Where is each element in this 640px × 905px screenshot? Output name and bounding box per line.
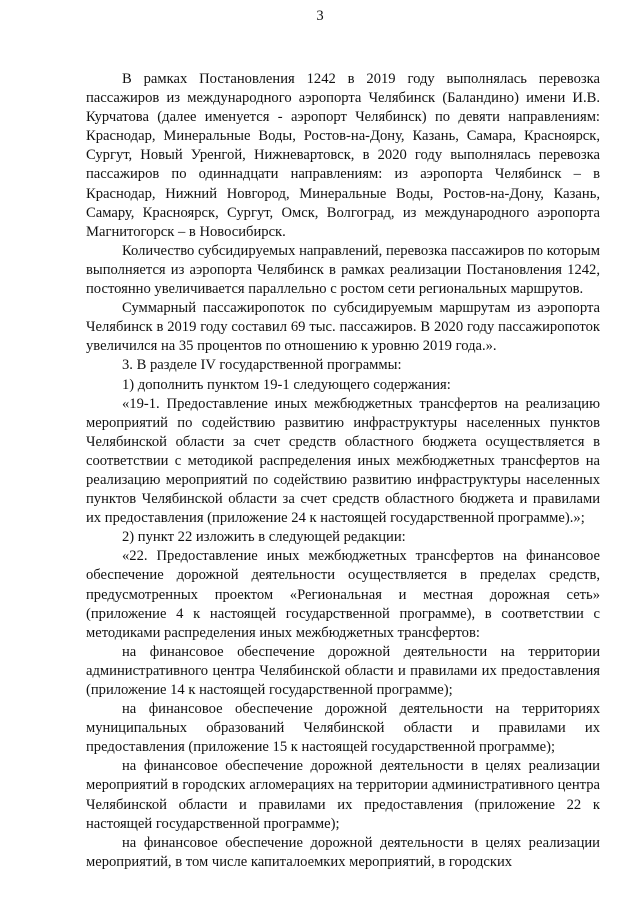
paragraph-item-1: 1) дополнить пунктом 19-1 следующего содержания:: [122, 376, 451, 393]
paragraph-methodology-appendix-15: на финансовое обеспечение дорожной деятельности на территориях муниципальных образований Челябинской области и правилами их предоставления (приложение 15 к настоящей государственной программе);: [86, 701, 600, 756]
paragraph-passenger-traffic: Суммарный пассажиропоток по субсидируемым маршрутам из аэропорта Челябинск в 2019 году составил 69 тыс. пассажиров. В 2020 году пассажиропоток увеличился на 35 процентов по отношению к уровню 2019 года.».: [86, 300, 600, 355]
paragraph-intro-flights: В рамках Постановления 1242 в 2019 году выполнялась перевозка пассажиров из международного аэропорта Челябинск (Баландино) имени И.В. Курчатова (далее именуется - аэропорт Челябинск) по девяти направлениям: Краснодар, Минеральные Воды, Ростов-на-Дону, Казань, Самара, Красноярск, Сургут, Новый Уренгой, Нижневартовск, в 2020 году выполнялась перевозка пассажиров по одиннадцати направлениям: из аэропорта Челябинск – в Краснодар, Нижний Новгород, Минеральные Воды, Ростов-на-Дону, Казань, Самару, Красноярск, Сургут, Омск, Волгоград, из международного аэропорта Магнитогорск – в Новосибирск.: [86, 71, 600, 240]
paragraph-point-19-1: «19-1. Предоставление иных межбюджетных трансфертов на реализацию мероприятий по содействию развитию инфраструктуры населенных пунктов Челябинской области за счет средств областного бюджета осуществляется в соответствии с методикой распределения иных межбюджетных трансфертов на реализацию мероприятий по содействию развитию инфраструктуры населенных пунктов Челябинской области за счет средств областного бюджета и правилами их предоставления (приложение 24 к настоящей государственной программе).»;: [86, 395, 600, 527]
paragraph-methodology-appendix-14: на финансовое обеспечение дорожной деятельности на территории административного центра Челябинской области и правилами их предоставления (приложение 14 к настоящей государственной программе);: [86, 643, 600, 698]
paragraph-point-22: «22. Предоставление иных межбюджетных трансфертов на финансовое обеспечение дорожной деятельности осуществляется в пределах средств, предусмотренных проектом «Региональная и местная дорожная сеть» (приложение 4 к настоящей государственной программе), в соответствии с методиками распределения иных межбюджетных трансфертов:: [86, 548, 600, 641]
paragraph-methodology-continued: на финансовое обеспечение дорожной деятельности в целях реализации мероприятий, в том числе капиталоемких мероприятий, в городских: [86, 834, 600, 870]
paragraph-subsidized-routes: Количество субсидируемых направлений, перевозка пассажиров по которым выполняется из аэропорта Челябинск в рамках реализации Постановления 1242, постоянно увеличивается параллельно с ростом сети региональных маршрутов.: [86, 242, 600, 298]
paragraph-methodology-appendix-22: на финансовое обеспечение дорожной деятельности в целях реализации мероприятий в городских агломерациях на территории административного центра Челябинской области и правилами их предоставления (приложение 22 к настоящей государственной программе);: [86, 758, 600, 832]
paragraph-section-iv: 3. В разделе IV государственной программы:: [122, 357, 402, 374]
paragraph-item-2: 2) пункт 22 изложить в следующей редакции:: [122, 529, 406, 546]
page-number: 3: [316, 8, 324, 24]
body-text: [86, 70, 600, 872]
